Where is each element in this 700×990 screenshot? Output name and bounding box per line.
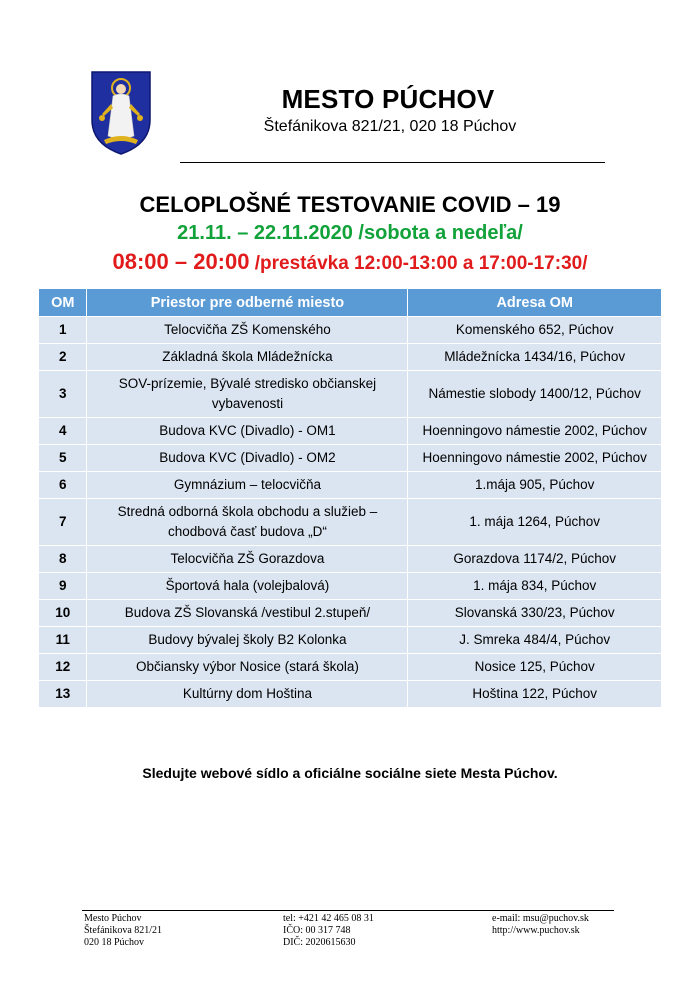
city-coat-of-arms-icon	[90, 70, 152, 156]
site-location: Občiansky výbor Nosice (stará škola)	[87, 654, 408, 681]
site-address: Slovanská 330/23, Púchov	[408, 600, 662, 627]
site-number: 8	[39, 546, 87, 573]
footer-divider	[82, 910, 614, 911]
site-number: 9	[39, 573, 87, 600]
testing-hours	[0, 249, 700, 275]
site-location: Budovy bývalej školy B2 Kolonka	[87, 627, 408, 654]
site-address: Gorazdova 1174/2, Púchov	[408, 546, 662, 573]
site-address: Hoenningovo námestie 2002, Púchov	[408, 445, 662, 472]
site-location: Kultúrny dom Hoština	[87, 681, 408, 708]
table-row	[39, 546, 662, 573]
notice-title: CELOPLOŠNÉ TESTOVANIE COVID – 19	[139, 192, 561, 217]
site-number: 3	[39, 371, 87, 418]
table-row	[39, 681, 662, 708]
table-row	[39, 418, 662, 445]
site-location: Športová hala (volejbalová)	[87, 573, 408, 600]
site-address: Komenského 652, Púchov	[408, 317, 662, 344]
site-number: 2	[39, 344, 87, 371]
testing-hours-main: 08:00 – 20:00	[112, 249, 250, 274]
table-row	[39, 472, 662, 499]
site-address: Hoština 122, Púchov	[408, 681, 662, 708]
site-number: 6	[39, 472, 87, 499]
footer-line: Mesto Púchov	[84, 913, 142, 924]
site-location: Budova ZŠ Slovanská /vestibul 2.stupeň/	[87, 600, 408, 627]
column-header-om: OM	[39, 289, 87, 317]
header-divider	[180, 162, 605, 163]
table-row	[39, 499, 662, 546]
table-row	[39, 317, 662, 344]
footer-line: Štefánikova 821/21	[84, 925, 163, 936]
site-address: Hoenningovo námestie 2002, Púchov	[408, 418, 662, 445]
table-header-row	[39, 289, 662, 317]
site-location: Stredná odborná škola obchodu a služieb – chodbová časť budova „D“	[87, 499, 408, 546]
site-address: J. Smreka 484/4, Púchov	[408, 627, 662, 654]
footer-website: http://www.puchov.sk	[492, 925, 580, 936]
testing-dates: 21.11. – 22.11.2020 /sobota a nedeľa/	[177, 222, 523, 244]
site-location: Telocvičňa ZŠ Komenského	[87, 317, 408, 344]
footer-contact-block	[492, 913, 589, 937]
closing-note: Sledujte webové sídlo a oficiálne sociálne siete Mesta Púchov.	[142, 765, 558, 781]
footer-email: e-mail: msu@puchov.sk	[492, 913, 589, 924]
site-number: 13	[39, 681, 87, 708]
site-address: 1. mája 834, Púchov	[408, 573, 662, 600]
site-location: SOV-prízemie, Bývalé stredisko občianskej vybavenosti	[87, 371, 408, 418]
site-location: Gymnázium – telocvičňa	[87, 472, 408, 499]
table-row	[39, 445, 662, 472]
table-row	[39, 600, 662, 627]
site-number: 10	[39, 600, 87, 627]
footer-line: tel: +421 42 465 08 31	[283, 913, 374, 924]
site-address: Nosice 125, Púchov	[408, 654, 662, 681]
column-header-address: Adresa OM	[408, 289, 662, 317]
site-address: Mládežnícka 1434/16, Púchov	[408, 344, 662, 371]
site-number: 12	[39, 654, 87, 681]
site-number: 4	[39, 418, 87, 445]
site-address: Námestie slobody 1400/12, Púchov	[408, 371, 662, 418]
site-number: 1	[39, 317, 87, 344]
testing-hours-break-note: /prestávka 12:00-13:00 a 17:00-17:30/	[249, 253, 588, 274]
table-row	[39, 573, 662, 600]
site-address: 1.mája 905, Púchov	[408, 472, 662, 499]
footer-line: DIČ: 2020615630	[283, 937, 356, 948]
site-number: 11	[39, 627, 87, 654]
site-location: Telocvičňa ZŠ Gorazdova	[87, 546, 408, 573]
city-name-title: MESTO PÚCHOV	[281, 84, 495, 114]
city-address: Štefánikova 821/21, 020 18 Púchov	[263, 118, 517, 135]
site-number: 5	[39, 445, 87, 472]
footer-line: 020 18 Púchov	[84, 937, 144, 948]
table-row	[39, 344, 662, 371]
site-number: 7	[39, 499, 87, 546]
site-address: 1. mája 1264, Púchov	[408, 499, 662, 546]
footer-line: IČO: 00 317 748	[283, 925, 351, 936]
table-row	[39, 654, 662, 681]
site-location: Budova KVC (Divadlo) - OM2	[87, 445, 408, 472]
footer-address-block	[84, 913, 162, 949]
table-row	[39, 371, 662, 418]
testing-sites-table	[38, 288, 662, 708]
site-location: Budova KVC (Divadlo) - OM1	[87, 418, 408, 445]
footer-ids-block	[283, 913, 374, 949]
table-row	[39, 627, 662, 654]
site-location: Základná škola Mládežnícka	[87, 344, 408, 371]
column-header-location: Priestor pre odberné miesto	[87, 289, 408, 317]
